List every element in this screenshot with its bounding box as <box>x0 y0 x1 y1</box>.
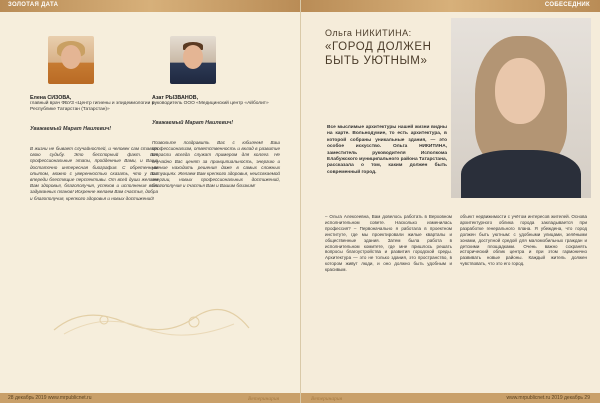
article-lede: Все мыслимые архитектуры нашей жизни видны на карте. Вольнодумие, то есть архитектура, в которой собраны уникальные здания, — это особое искусство. Ольга НИКИТИНА, заместитель руководителя Исполкома Елабужского муниципального района Татарстана, рассказала о том, каким должен быть современный город. <box>327 125 447 175</box>
left-footer-text: 28 декабрь 2019 www.mrpublicnet.ru <box>8 395 92 401</box>
person-photo-2 <box>170 36 216 84</box>
person-column-1 <box>30 36 158 202</box>
right-magazine-logo: Ветеринария <box>311 396 343 402</box>
decorative-ornament <box>44 300 256 340</box>
article-column-1: – Ольга Алексеевна, Вам довелось работать в Верховном исполнительном совете. Насколько изменилась профессия? – Первоначально я работала в проектном институте, где мы проектировали жилые кварталы и общественные здания. Затем была работа в исполнительном комитете, где мне пришлось решать вопросы благоустройства и развития городской среды. Архитектура — это не только здания, это пространство, в котором живут люди, и оно должно быть удобным и красивым. <box>325 214 452 273</box>
congrats-text-1: В жизни не бывает случайностей, и человек сам ставит свою судьбу. Это бесспорный факт. Все профессиональные этапы, пройденные Вами, и Ваша достаточно интересная биография. С обретенным опытом, можно с уверенностью сказать, что у Вас впереди блестящие перспективы. От всей души желаем Вам здоровья, благополучия, успехов и исполнения всех задуманных планов! Искренне желаем Вам счастья, добра и благополучия, крепкого здоровья и новых достижений! <box>30 146 158 201</box>
right-footer-text: www.mrpublicnet.ru 2019 декабрь 29 <box>506 395 590 401</box>
greeting-1: Уважаемый Марат Наилевич! <box>30 126 112 132</box>
person-photo-1 <box>48 36 94 84</box>
left-section-label: ЗОЛОТАЯ ДАТА <box>8 2 59 8</box>
congrats-text-2: Позвольте поздравить Вас с юбилеем! Ваш профессионализм, ответственность и вклад в развитие отрасли всегда служат примером для коллег. Не случайно Вас ценят за принципиальность, энергию и умение находить решения даже в самых сложных ситуациях. Желаем Вам крепкого здоровья, неиссякаемой энергии, новых профессиональных достижений, благополучия и счастья Вам и Вашим близким! <box>152 140 280 189</box>
interviewee-name: Ольга НИКИТИНА: <box>325 28 412 38</box>
person-role-2: руководитель ООО «Медицинский центр «Айболит» <box>152 101 269 106</box>
person-name-2: Азат РЫЗВАНОВ, <box>152 95 199 101</box>
greeting-2: Уважаемый Марат Наилевич! <box>152 120 234 126</box>
person-column-2 <box>152 36 280 190</box>
article-title: «ГОРОД ДОЛЖЕН БЫТЬ УЮТНЫМ» <box>325 41 432 67</box>
portrait-photo <box>451 18 591 198</box>
left-magazine-logo: Ветеринария <box>248 396 280 402</box>
article-column-2: объект недвижимости с учётом интересов жителей. Основа архитектурного облика города закладывается при разработке генерального плана. Я убеждена, что город должен быть уютным: с удобными улицами, зелёными зонами, доступной средой для маломобильных граждан и детскими площадками. Очень важно сохранять исторический облик центра и при этом гармонично развивать новые районы. Каждый житель должен чувствовать, что это его город. <box>460 214 587 267</box>
person-role-1: главный врач ФБУЗ «Центр гигиены и эпидемиологии в Республике Татарстан (Татарстан)» <box>30 101 155 112</box>
article-body <box>325 214 587 273</box>
person-name-1: Елена СИЗОВА, <box>30 95 72 101</box>
right-section-label: СОБЕСЕДНИК <box>544 2 590 8</box>
right-page <box>300 0 600 403</box>
